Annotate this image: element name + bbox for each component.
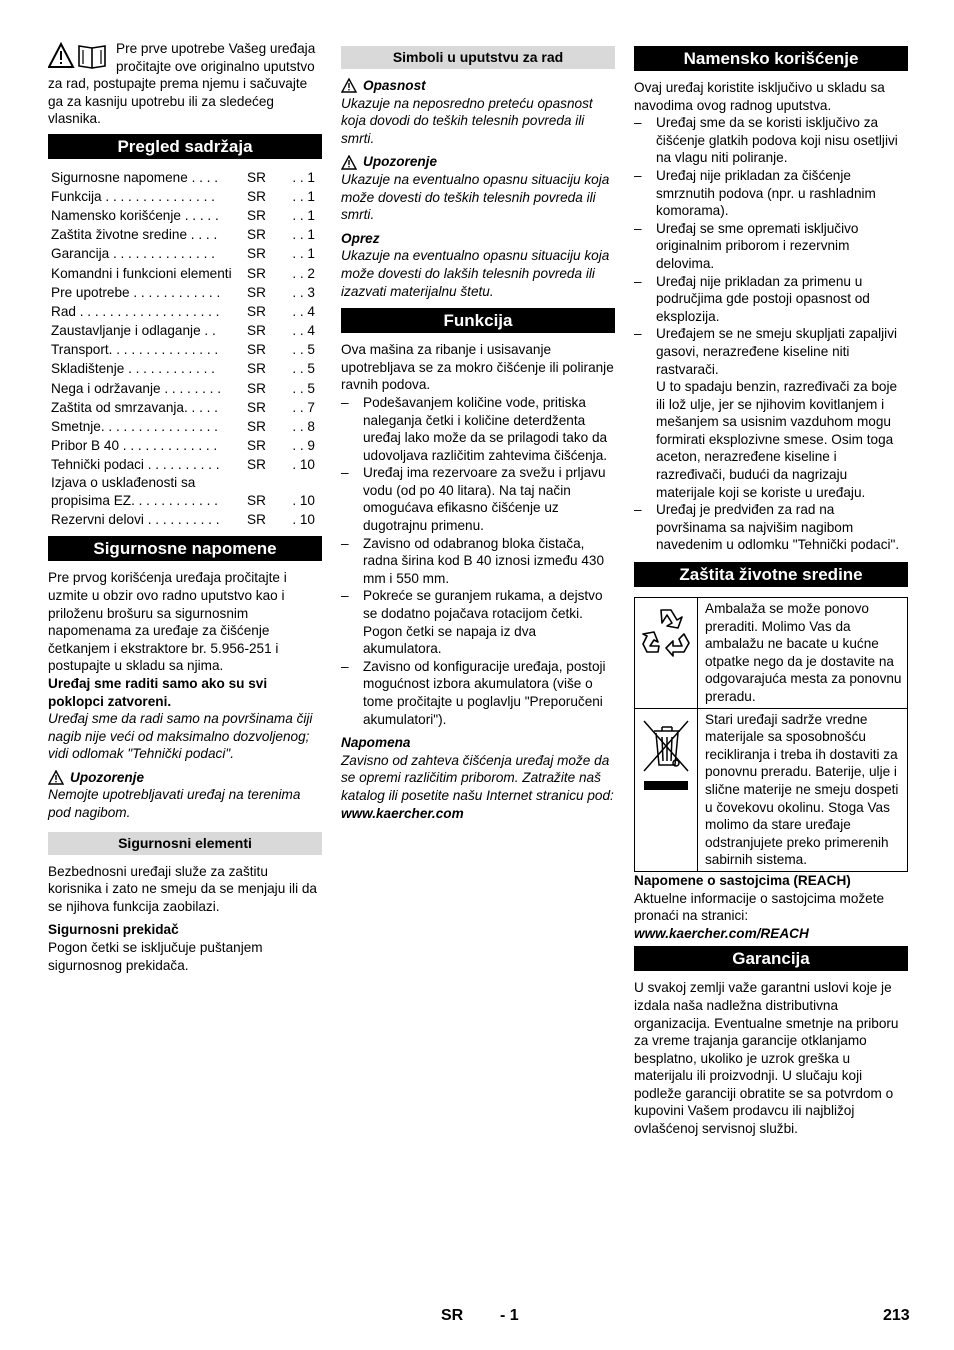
intro-text: Pre prve upotrebe Vašeg uređaja pročitajte ove originalno uputstvo za rad, postupajte prema njemu i sačuvajte ga za kasniju upotrebu ili za sledećeg vlasnika. — [48, 41, 316, 127]
toc-item-page: . . 7 — [292, 399, 315, 415]
symbols-heading: Simboli u uputstvu za rad — [341, 46, 615, 69]
caution-label: Oprez — [341, 230, 380, 246]
toc-row[interactable] — [48, 378, 322, 397]
safety-heading: Sigurnosne napomene — [48, 536, 322, 561]
function-list-item: – Zavisno od odabranog bloka čistača, radna širina kod B 40 iznosi između 430 mm i 550 mm. — [341, 535, 615, 588]
warning-triangle-icon — [341, 155, 357, 170]
toc-item-title: Zaštita životne sredine . . . . — [51, 227, 218, 243]
safety-covers-note: Uređaj sme raditi samo ako su svi poklopci zatvoreni. — [48, 675, 268, 709]
toc-item-title: Namensko korišćenje . . . . . — [51, 207, 219, 223]
toc-item-section: SR — [247, 419, 266, 434]
danger-triangle-icon — [341, 78, 357, 93]
toc-row[interactable] — [48, 509, 322, 528]
danger-label: Opasnost — [341, 77, 615, 95]
toc-item-section: SR — [247, 380, 266, 396]
footer-language: SR — [441, 1307, 464, 1324]
footer-local-page: - 1 — [500, 1307, 519, 1324]
warning-manual-icon — [48, 42, 110, 70]
toc-item-section: SR — [247, 246, 266, 262]
toc-item-title: Izjava o usklađenosti sa propisima EZ. . . . . . . . . . . . — [51, 474, 218, 508]
reach-label: Napomene o sastojcima (REACH) — [634, 872, 851, 888]
toc-item-page: . . 4 — [292, 323, 315, 339]
toc-item-title: Garancija . . . . . . . . . . . . . . — [51, 246, 215, 262]
function-note-label: Napomena — [341, 735, 411, 751]
toc-item-section: SR — [247, 361, 266, 377]
toc-item-page: . . 1 — [292, 227, 315, 243]
toc-item-title: Pribor B 40 . . . . . . . . . . . . . — [51, 438, 218, 454]
intended-list-item: – Uređaj je predviđen za rad na površinama sa najvišim nagibom navedenim u odlomku "Tehnički podaci". — [634, 501, 908, 554]
toc-item-section: SR — [247, 342, 266, 358]
toc-item-page: . 10 — [292, 511, 315, 527]
toc-row[interactable] — [48, 263, 322, 282]
intended-list-item: – Uređaj sme da se koristi isključivo za čišćenje glatkih podova koji nisu osetljivi na vlagu niti poliranje. — [634, 114, 908, 167]
toc-item-page: . . 1 — [292, 188, 315, 204]
toc-item-page: . . 1 — [292, 207, 315, 223]
toc-row[interactable] — [48, 397, 322, 416]
toc-row[interactable] — [48, 301, 322, 320]
function-note-link[interactable]: www.kaercher.com — [341, 805, 464, 821]
toc-item-section: SR — [247, 323, 266, 339]
toc-item-section: SR — [247, 511, 266, 527]
toc-item-title: Pre upotrebe . . . . . . . . . . . . — [51, 284, 221, 300]
toc-item-section: SR — [247, 457, 266, 473]
toc-item-title: Rezervni delovi . . . . . . . . . . — [51, 511, 220, 527]
toc-item-section: SR — [247, 284, 266, 300]
toc-row[interactable] — [48, 186, 322, 205]
intended-list — [634, 114, 908, 554]
toc-item-section: SR — [247, 207, 266, 223]
toc-item-page: . . 5 — [292, 380, 315, 396]
toc-item-title: Transport. . . . . . . . . . . . . . . — [51, 342, 219, 358]
toc-row[interactable] — [48, 416, 322, 435]
environment-packaging-text: Ambalaža se može ponovo preraditi. Molimo Vas da ambalažu ne bacate u kućne otpatke nego da je dostavite na odgovarajuća mesta za ponovnu preradu. — [698, 598, 908, 709]
function-heading: Funkcija — [341, 308, 615, 333]
safety-switch-text: Pogon četki se isključuje puštanjem sigurnosnog prekidača. — [48, 940, 263, 973]
recycle-icon — [640, 604, 692, 658]
environment-old-devices-text: Stari uređaji sadrže vredne materijale sa sposobnošću recikliranja i treba ih dostaviti za ponovnu preradu. Baterije, ulje i slične materije ne smeju dospeti u čovekovu okolinu. Stoga Vas molimo da stare uređaje odstranjujete preko primerenih sabirnih sistema. — [698, 708, 908, 871]
toc-item-page: . . 3 — [292, 284, 315, 300]
safety-elements-heading: Sigurnosni elementi — [48, 832, 322, 855]
intended-heading: Namensko korišćenje — [634, 46, 908, 71]
toc-row[interactable] — [48, 244, 322, 263]
toc-item-section: SR — [247, 188, 266, 204]
toc-item-section: SR — [247, 438, 266, 454]
safety-warning-label: Upozorenje — [48, 769, 322, 787]
toc-heading: Pregled sadržaja — [48, 134, 322, 159]
toc-row[interactable] — [48, 455, 322, 474]
safety-warning-text: Nemojte upotrebljavati uređaj na terenima pod nagibom. — [48, 787, 301, 821]
toc-item-page: . 10 — [292, 457, 315, 473]
warranty-text: U svakoj zemlji važe garantni uslovi koje je izdala naša nadležna distributivna organizacija. Eventualne smetnje na priboru za vreme trajanja garancije otklanjamo besplatno, ukoliko je uzrok greška u materijalu ili proizvodnji. U slučaju koji podleže garanciji obratite se sa potvrdom o kupovini Vašem prodavcu ili najbližoj ovlašćenoj servisnoj službi. — [634, 980, 899, 1137]
environment-row — [635, 708, 908, 871]
function-list-item: – Podešavanjem količine vode, pritiska naleganja četki i količine deterdženta uređaj lako može da se prilagodi tako da udovoljava različitim zahtevima čišćenja. — [341, 394, 615, 464]
toc-item-section: SR — [247, 227, 266, 243]
toc-item-page: . . 1 — [292, 169, 315, 185]
intended-list-item: – Uređajem se ne smeju skupljati zapaljivi gasovi, nerazređene kiseline niti rastvarači. U to spadaju benzin, razređivači za boje ili lož ulje, jer se njihovim kovitlanjem i mešanjem sa usisnim vazduhom mogu formirati eksplozivne smese. Osim toga aceton, nerazređene kiseline i razređivači, budući da nagrizaju materijale koji se koriste u uređaju. — [634, 325, 908, 501]
toc-item-section: SR — [247, 492, 266, 508]
environment-heading: Zaštita životne sredine — [634, 562, 908, 587]
environment-row — [635, 598, 908, 709]
toc-item-page: . . 9 — [292, 438, 315, 454]
toc-item-title: Zaštita od smrzavanja. . . . . — [51, 399, 218, 415]
toc-item-page: . . 5 — [292, 361, 315, 377]
toc-row[interactable] — [48, 282, 322, 301]
toc-row[interactable] — [48, 225, 322, 244]
toc-item-title: Smetnje. . . . . . . . . . . . . . . . — [51, 419, 218, 434]
toc-item-section: SR — [247, 303, 266, 319]
toc-item-section: SR — [247, 399, 266, 415]
toc-item-page: . . 4 — [292, 303, 315, 319]
toc-item-page: . . 8 — [292, 419, 315, 434]
function-list — [341, 394, 615, 728]
warning-label: Upozorenje — [341, 153, 615, 171]
footer-page-number: 213 — [883, 1307, 910, 1324]
toc-row[interactable] — [48, 205, 322, 224]
warning-text: Ukazuje na eventualno opasnu situaciju koja može dovesti do teških telesnih povreda ili smrti. — [341, 171, 610, 223]
toc-item-page: . 10 — [292, 492, 315, 508]
function-intro: Ova mašina za ribanje i usisavanje upotrebljava se za mokro čišćenje ili poliranje ravnih podova. — [341, 342, 614, 393]
reach-text: Aktuelne informacije o sastojcima možete pronaći na stranici: — [634, 890, 885, 924]
toc-item-title: Sigurnosne napomene . . . . — [51, 169, 219, 185]
toc-item-title: Nega i održavanje . . . . . . . . — [51, 380, 222, 396]
toc-item-page: . . 5 — [292, 342, 315, 358]
toc-item-title: Skladištenje . . . . . . . . . . . . — [51, 361, 215, 377]
column-middle — [341, 40, 615, 822]
intended-list-item: – Uređaj nije prikladan za primenu u područjima gde postoji opasnost od eksplozija. — [634, 273, 908, 326]
toc-row[interactable] — [48, 474, 322, 509]
toc-item-page: . . 1 — [292, 246, 315, 262]
toc-item-title: Rad . . . . . . . . . . . . . . . . . . . — [51, 303, 220, 319]
function-note-text: Zavisno od zahteva čišćenja uređaj može da se opremi različitim priborom. Zatražite naš katalog ili posetite našu Internet stranicu pod: — [341, 752, 614, 803]
toc-item-page: . . 2 — [292, 265, 315, 281]
environment-table — [634, 597, 908, 872]
safety-intro: Pre prvog korišćenja uređaja pročitajte i uzmite u obzir ovo radno uputstvo kao i priloženu brošuru sa sigurnosnim napomenama za uređaje za čišćenje četkanjem i ekstraktore br. 5.956-251 i postupajte u skladu sa njima. — [48, 570, 287, 674]
safety-slope-note: Uređaj sme da radi samo na površinama čiji nagib nije veći od maksimalno dozvoljenog; vidi odlomak "Tehnički podaci". — [48, 711, 313, 762]
toc-item-title: Komandni i funkcioni elementi — [51, 265, 232, 281]
toc-item-title: Funkcija . . . . . . . . . . . . . . . — [51, 188, 215, 204]
crossed-bin-icon — [640, 715, 692, 801]
reach-link[interactable]: www.kaercher.com/REACH — [634, 925, 809, 941]
safety-switch-label: Sigurnosni prekidač — [48, 922, 179, 938]
intended-intro: Ovaj uređaj koristite isključivo u skladu sa navodima ovog radnog uputstva. — [634, 80, 885, 113]
function-list-item: – Zavisno od konfiguracije uređaja, postoji mogućnost izbora akumulatora (više o tome pročitajte u poglavlju "Preporučeni akumulatori"). — [341, 658, 615, 728]
toc-row[interactable] — [48, 167, 322, 186]
toc-item-title: Zaustavljanje i odlaganje . . — [51, 323, 216, 339]
toc-row[interactable] — [48, 436, 322, 455]
intended-list-item: – Uređaj se sme opremati isključivo originalnim priborom i rezervnim delovima. — [634, 220, 908, 273]
toc-table — [48, 167, 322, 528]
toc-row[interactable] — [48, 359, 322, 378]
column-right — [634, 40, 908, 1138]
danger-text: Ukazuje na neposredno preteću opasnost koja dovodi do teških telesnih povreda ili smrti. — [341, 95, 593, 146]
toc-item-section: SR — [247, 169, 266, 185]
caution-text: Ukazuje na eventualno opasnu situaciju koja može dovesti do lakših telesnih povreda ili izazvati materijalnu štetu. — [341, 248, 610, 299]
warning-triangle-icon — [48, 770, 64, 785]
toc-item-title: Tehnički podaci . . . . . . . . . . — [51, 457, 220, 473]
toc-row[interactable] — [48, 340, 322, 359]
column-left — [48, 40, 322, 974]
warranty-heading: Garancija — [634, 946, 908, 971]
safety-elements-text: Bezbednosni uređaji služe za zaštitu korisnika i zato ne smeju da se menjaju ili da se njihova funkcija zaobilazi. — [48, 863, 317, 914]
function-list-item: – Pokreće se guranjem rukama, a dejstvo se dodatno pojačava rotacijom četki. Pogon četki se napaja iz dva akumulatora. — [341, 587, 615, 657]
toc-row[interactable] — [48, 320, 322, 339]
intended-list-item: – Uređaj nije prikladan za čišćenje smrznutih podova (npr. u rashladnim komorama). — [634, 167, 908, 220]
function-list-item: – Uređaj ima rezervoare za svežu i prljavu vodu (od po 40 litara). Na taj način omogućava efikasno čišćenje uz dugotrajnu primenu. — [341, 464, 615, 534]
toc-item-section: SR — [247, 265, 266, 281]
intended-list-item-extra: U to spadaju benzin, razređivači za boje ili lož ulje, jer se njihovim kovitlanjem i mešanjem sa usisnim vazduhom mogu formirati eksplozivne smese. Osim toga aceton, nerazređene kiseline i razređivači, budući da nagrizaju materijale koji se koriste u uređaju. — [656, 379, 898, 500]
intro-block — [48, 40, 322, 128]
